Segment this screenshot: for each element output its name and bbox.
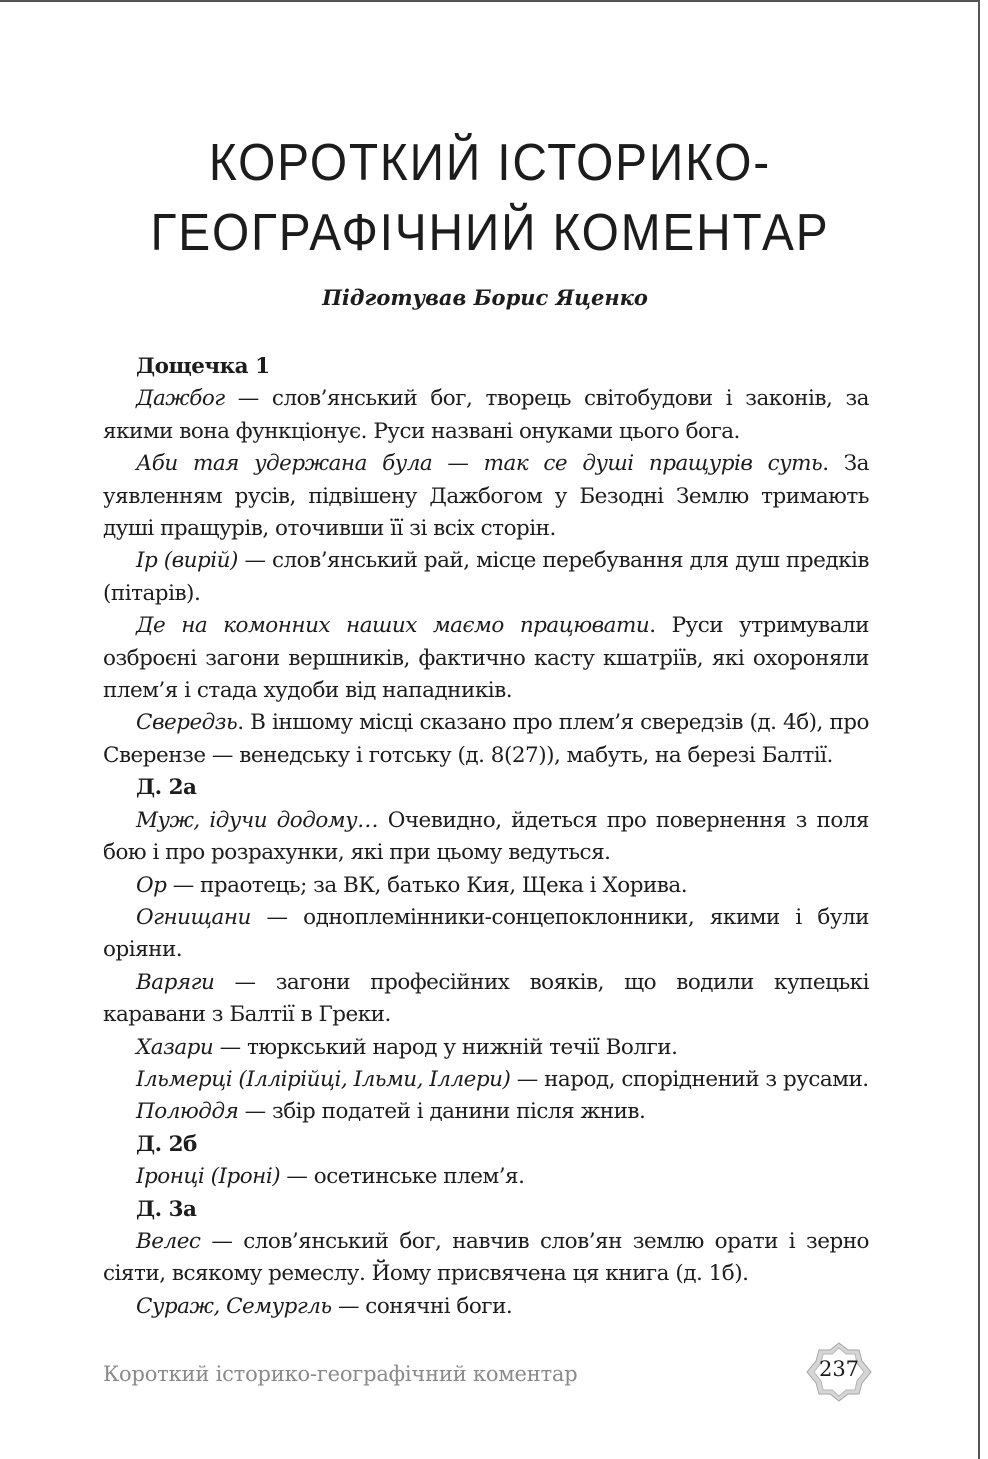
entry-text: — тюркський народ у нижній течії Волги.	[213, 1034, 678, 1060]
entry-term: Ор	[136, 872, 167, 898]
commentary-entry	[103, 902, 869, 967]
entry-text: — праотець; за ВК, батько Кия, Щека і Хорива.	[166, 872, 688, 898]
entry-term: Сураж, Семургль	[136, 1293, 332, 1319]
title-line-1: КОРОТКИЙ ІСТОРИКО-	[208, 134, 772, 192]
section-heading: Д. 2а	[136, 775, 197, 801]
entry-text: — слов’янський рай, місце перебування для душ предків (пітарів).	[103, 548, 869, 606]
commentary-entry	[103, 1161, 869, 1193]
section-heading: Д. 3а	[136, 1196, 197, 1222]
section-heading: Д. 2б	[136, 1131, 197, 1157]
entry-term: Дажбог	[136, 386, 225, 412]
entry-term: Ір (вирій)	[136, 548, 238, 574]
entry-text: — сонячні боги.	[331, 1293, 513, 1319]
commentary-entry	[103, 1291, 869, 1323]
commentary-entry	[103, 1064, 869, 1096]
section-heading: Дощечка 1	[136, 354, 270, 379]
entry-term: Іронці (Іроні)	[136, 1164, 281, 1190]
commentary-entry	[103, 545, 869, 610]
page-title	[122, 128, 858, 268]
entry-text: — слов’янський бог, навчив слов’ян землю орати і зерно сіяти, всякому ремеслу. Йому присвячена ця книга (д. 1б).	[103, 1228, 869, 1287]
entry-text: — осетинське плем’я.	[280, 1164, 525, 1190]
entry-text: — одноплемінники-сонцепоклонники, якими і були оріяни.	[103, 904, 869, 963]
entry-term: Де на комонних наших маємо працювати	[136, 613, 650, 639]
commentary-entry	[103, 383, 869, 448]
commentary-entry	[103, 1226, 869, 1291]
entry-text: — слов’янський бог, творець світобудови і законів, за якими вона функціонує. Руси названі онуками цього бога.	[103, 386, 869, 444]
entry-term: Огнищани	[136, 904, 251, 930]
running-title: Короткий історико-географічний коментар	[103, 1362, 578, 1386]
entry-text: — загони професійних вояків, що водили купецькі каравани з Балтії в Греки.	[103, 969, 869, 1028]
entry-term: Муж, ідучи додому…	[136, 807, 379, 833]
entry-term: Ільмерці (Іллірійці, Ільми, Іллери)	[136, 1066, 511, 1092]
entry-text: . Руси утримували озброєні загони вершників, фактично касту кшатріїв, які охороняли плем’я і стада худоби від нападників.	[103, 613, 869, 704]
commentary-entry	[103, 707, 869, 772]
entry-text: . За уявленням русів, підвішену Дажбогом у Безодні Землю тримають душі пращурів, оточивши її зі всіх сторін.	[103, 451, 869, 542]
commentary-body	[103, 351, 869, 1323]
entry-term: Полюддя	[136, 1099, 239, 1125]
commentary-entry	[103, 870, 869, 902]
entry-term: Хазари	[136, 1034, 214, 1060]
title-line-2: ГЕОГРАФІЧНИЙ КОМЕНТАР	[150, 204, 830, 262]
entry-term: Велес	[136, 1228, 201, 1254]
commentary-entry	[103, 1096, 869, 1128]
entry-text: — збір податей і данини після жнив.	[238, 1099, 646, 1125]
entry-text: — народ, споріднений з русами.	[510, 1066, 869, 1092]
page-number: 237	[818, 1357, 860, 1381]
commentary-entry	[103, 448, 869, 545]
entry-term: Аби тая удержана була — так се душі пращурів суть	[136, 451, 823, 477]
entry-text: Очевидно, йдеться про повернення з поля бою і про розрахунки, які при цьому ведуться.	[103, 807, 869, 866]
entry-text: . В іншому місці сказано про плем’я свередзів (д. 4б), про Сверензе — венедську і готську (д. 8(27)), мабуть, на березі Балтії.	[103, 710, 869, 768]
commentary-entry	[103, 1032, 869, 1064]
commentary-entry	[103, 805, 869, 870]
entry-term: Варяги	[136, 969, 215, 995]
commentary-entry	[103, 967, 869, 1032]
entry-term: Свередзь	[136, 710, 238, 736]
byline: Підготував Борис Яценко	[322, 285, 648, 310]
page-number-badge	[805, 1341, 873, 1403]
commentary-entry	[103, 610, 869, 707]
